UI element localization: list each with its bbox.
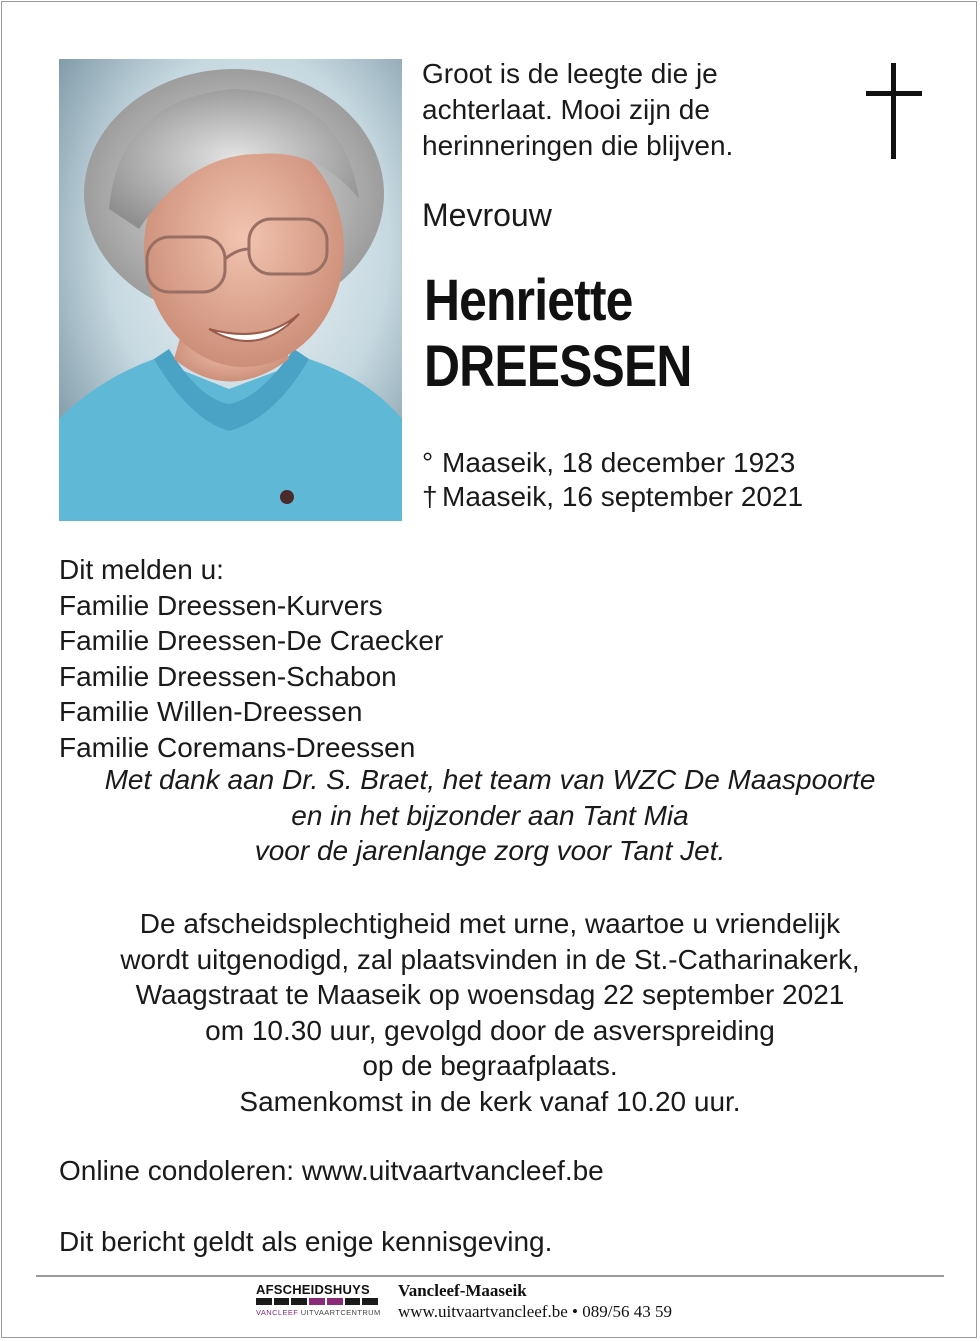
deceased-name: [424, 268, 692, 400]
notice-text: Dit bericht geldt als enige kennisgeving.: [59, 1226, 553, 1257]
contact-separator: •: [572, 1302, 578, 1321]
funeral-home-info: [398, 1281, 672, 1323]
company-contact: [398, 1301, 672, 1323]
portrait-photo: [59, 59, 402, 521]
family-item: Familie Dreessen-De Craecker: [59, 625, 444, 656]
company-website: www.uitvaartvancleef.be: [398, 1302, 568, 1321]
memorial-quote: [422, 56, 852, 164]
death-line: [422, 480, 803, 514]
company-phone: 089/56 43 59: [582, 1302, 672, 1321]
birth-text: Maaseik, 18 december 1923: [442, 447, 796, 478]
funeral-home-logo: [256, 1282, 380, 1322]
birth-line: [422, 446, 803, 480]
family-item: Familie Coremans-Dreessen: [59, 731, 416, 763]
death-symbol: †: [422, 481, 438, 512]
online-condolences: Online condoleren: www.uitvaartvancleef.be: [59, 1155, 604, 1186]
death-text: Maaseik, 16 september 2021: [442, 481, 804, 512]
last-name: DREESSEN: [424, 334, 692, 399]
logo-sub-accent: VANCLEEF: [256, 1308, 299, 1317]
cross-icon: [866, 63, 922, 159]
thanks-paragraph: [40, 762, 940, 869]
logo-bars: [256, 1298, 378, 1305]
honorific: Mevrouw: [422, 197, 552, 233]
quote-line: herinneringen die blijven.: [422, 130, 734, 161]
family-announcement: [59, 552, 443, 765]
footer-divider: [36, 1275, 944, 1277]
ceremony-line: om 10.30 uur, gevolgd door de asverspreiding: [205, 1014, 775, 1046]
family-item: Familie Dreessen-Kurvers: [59, 589, 383, 621]
ceremony-line: wordt uitgenodigd, zal plaatsvinden in de St.-Catharinakerk,: [120, 943, 860, 975]
thanks-line: en in het bijzonder aan Tant Mia: [291, 799, 689, 831]
logo-sub-text: UITVAARTCENTRUM: [300, 1308, 381, 1317]
birth-symbol: °: [422, 447, 434, 478]
ceremony-line: op de begraafplaats.: [362, 1050, 618, 1081]
thanks-line: voor de jarenlange zorg voor Tant Jet.: [254, 835, 726, 866]
first-name: Henriette: [424, 268, 633, 333]
quote-line: Groot is de leegte die je: [422, 58, 718, 89]
life-dates: [422, 446, 803, 514]
logo-subtitle: [256, 1308, 381, 1317]
announce-intro: Dit melden u:: [59, 554, 224, 585]
family-item: Familie Dreessen-Schabon: [59, 660, 397, 692]
family-item: Familie Willen-Dreessen: [59, 696, 363, 727]
logo-wordmark: AFSCHEIDSHUYS: [256, 1282, 370, 1297]
ceremony-line: Samenkomst in de kerk vanaf 10.20 uur.: [239, 1085, 741, 1117]
ceremony-line: Waagstraat te Maaseik op woensdag 22 september 2021: [135, 979, 845, 1010]
quote-line: achterlaat. Mooi zijn de: [422, 94, 710, 125]
ceremony-line: De afscheidsplechtigheid met urne, waartoe u vriendelijk: [139, 908, 841, 939]
thanks-line: Met dank aan Dr. S. Braet, het team van WZC De Maaspoorte: [104, 764, 876, 795]
ceremony-paragraph: [40, 906, 940, 1119]
company-name: Vancleef-Maaseik: [398, 1281, 527, 1300]
